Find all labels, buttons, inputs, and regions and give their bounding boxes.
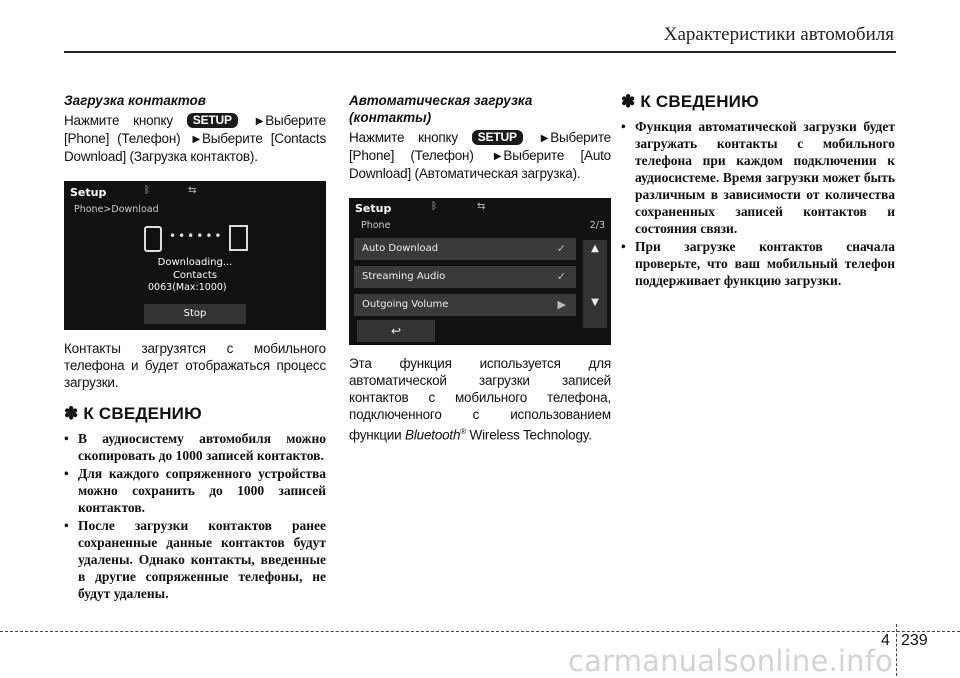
instruction-text [349,129,611,182]
transfer-dots-icon: •••••• [169,229,224,243]
column-3 [621,92,895,290]
footer-rule [0,631,960,632]
header-title: Характеристики автомобиля [663,24,894,45]
body-text-end: Wireless Technology. [466,427,592,443]
chevron-right-icon: ▶ [557,298,566,311]
instruction-text [64,112,326,165]
screen-title: Setup [70,186,107,199]
page-number-divider [896,624,897,676]
note-text: Функция автоматической загрузки будет загружать контакты с мобильного телефона при каждом подключении к аудиосистеме. Время загрузки может быть различным в зависимости от количества сохраненных записей контактов и состояния связи. [635,119,895,236]
arrow-right-icon: ▶ [255,116,264,127]
bluetooth-icon: ᛒ [144,185,150,196]
note-item [64,517,326,602]
arrow-right-icon: ▶ [192,134,200,145]
section-subhead: Загрузка контактов [64,93,206,108]
usb-icon: ⇆ [188,185,197,196]
scroll-down-button[interactable] [583,280,607,328]
contacts-document-icon [229,225,248,251]
note-list [64,430,326,602]
arrow-right-icon: ▶ [493,151,502,162]
body-text-main: Эта функция используется для автоматической загрузки записей контактов с мобильного телефона, подключенного с использованием функции [349,356,611,443]
downloading-label: Downloading... [157,257,233,268]
note-heading: ✽ К СВЕДЕНИЮ [64,404,202,423]
count-value: 0063 [148,282,173,293]
instruction-step-2: Выберите [Auto Download] (Автоматическая загрузка). [349,148,611,181]
usb-icon: ⇆ [477,201,486,212]
bluetooth-icon: ᛒ [431,201,437,212]
note-text: Для каждого сопряженного устройства можно сохранить до 1000 записей контактов. [78,466,326,515]
bluetooth-word: Bluetooth [405,427,461,443]
instruction-step: Выберите [Phone] (Телефон) [349,130,611,163]
phone-settings-screen [349,198,611,345]
instruction-step-2: Выберите [Contacts Download] (Загрузка контактов). [64,131,326,164]
note-text: При загрузке контактов сначала проверьте, что ваш мобильный телефон поддерживает функцию загрузки. [635,239,895,288]
instruction-lead: Нажмите кнопку [349,130,458,145]
setup-button-badge: SETUP [187,113,238,128]
count-max: (Max:1000) [172,282,227,293]
page-number: 239 [901,632,928,649]
watermark: carmanualsonline.info [568,644,894,678]
body-text: Контакты загрузятся с мобильного телефона и будет отображаться процесс загрузки. [64,341,326,390]
screen-subtitle: Phone [361,220,391,231]
screen-breadcrumb: Phone>Download [74,204,159,215]
stop-button[interactable]: Stop [144,304,246,324]
arrow-down-icon: ▼ [591,297,599,308]
bullet-icon: • [621,119,626,134]
note-item [621,238,895,289]
arrow-up-icon: ▲ [591,243,599,254]
instruction-step: Выберите [Phone] (Телефон) [64,113,326,146]
menu-item-label: Auto Download [362,243,439,254]
instruction-lead: Нажмите кнопку [64,113,173,128]
back-button[interactable] [357,320,435,342]
note-text: В аудиосистему автомобиля можно скопировать до 1000 записей контактов. [78,431,326,463]
registered-mark: ® [460,427,466,436]
note-heading: ✽ К СВЕДЕНИЮ [621,92,759,111]
bullet-icon: • [64,431,69,446]
menu-item-auto-download[interactable] [354,238,576,260]
checkmark-icon: ✓ [556,242,566,255]
column-1 [64,92,326,603]
screen-title: Setup [355,202,392,215]
note-item [64,465,326,516]
note-item [64,430,326,464]
arrow-right-icon: ▶ [540,133,549,144]
bullet-icon: • [64,466,69,481]
chapter-number: 4 [881,632,890,649]
menu-item-outgoing-volume[interactable] [354,294,576,316]
setup-button-badge: SETUP [472,130,523,145]
note-list [621,118,895,289]
menu-item-label: Streaming Audio [362,271,446,282]
note-item [621,118,895,237]
section-subhead: Автоматическая загрузка (контакты) [349,93,533,125]
download-count [148,282,227,293]
phone-icon [144,226,162,252]
page-indicator: 2/3 [589,220,605,231]
download-screen [64,181,326,330]
note-text: После загрузки контактов ранее сохраненные данные контактов будут удалены. Однако контакты, введенные в другие сопряженные телефоны, не будут удалены. [78,518,326,601]
header-rule [64,51,896,53]
menu-item-streaming-audio[interactable] [354,266,576,288]
body-text [349,355,611,444]
column-2 [349,92,611,444]
bullet-icon: • [64,518,69,533]
checkmark-icon: ✓ [556,270,566,283]
back-arrow-icon: ↩ [390,324,402,338]
contacts-label: Contacts [172,270,218,281]
bullet-icon: • [621,239,626,254]
menu-item-label: Outgoing Volume [362,299,449,310]
